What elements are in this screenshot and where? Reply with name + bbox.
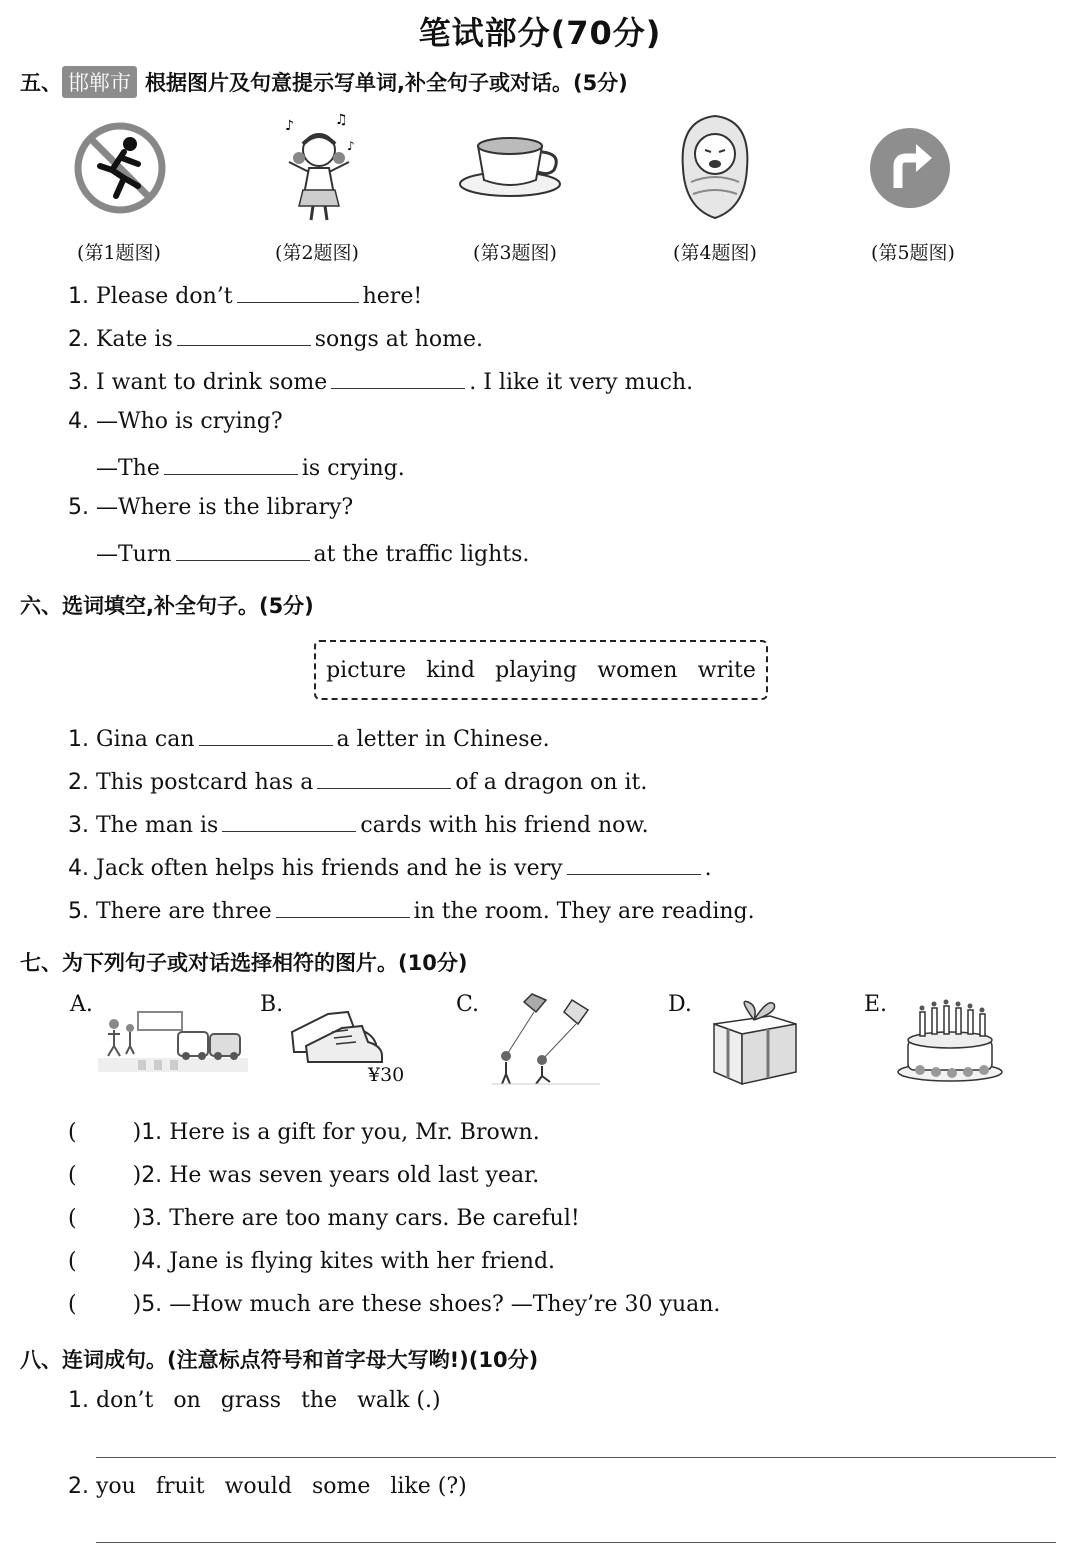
q-text: Jane is flying kites with her friend. xyxy=(169,1249,556,1274)
q-number: 5. xyxy=(68,495,89,520)
answer-line-1[interactable] xyxy=(96,1457,1056,1458)
singing-girl-icon xyxy=(275,110,365,222)
scrambled-word: grass xyxy=(220,1388,282,1413)
section-5-title: 根据图片及句意提示写单词,补全句子或对话。(5分) xyxy=(145,71,628,95)
q-text: —Who is crying? xyxy=(96,409,283,434)
sec8-q2 xyxy=(68,1474,467,1499)
q-text-after: . I like it very much. xyxy=(469,370,694,395)
paren-open: ( xyxy=(68,1249,77,1274)
turn-right-icon xyxy=(868,126,952,210)
kite-flying-icon xyxy=(492,990,600,1088)
q-text-after: cards with his friend now. xyxy=(360,813,649,838)
answer-blank[interactable] xyxy=(176,538,310,561)
pic-letter-d: D. xyxy=(668,992,692,1017)
q-number: 1. xyxy=(68,284,89,309)
sec6-q3 xyxy=(68,809,649,838)
sec5-q1 xyxy=(68,280,422,309)
answer-blank[interactable] xyxy=(199,723,333,746)
svg-text:♪: ♪ xyxy=(285,118,294,134)
word-bank-item: playing xyxy=(495,657,578,683)
q-text: There are too many cars. Be careful! xyxy=(169,1206,580,1231)
pic-letter-c: C. xyxy=(456,992,480,1017)
sec5-q4-answer xyxy=(96,452,405,481)
caption-4: (第4题图) xyxy=(673,242,757,264)
pic-letter-e: E. xyxy=(864,992,888,1017)
no-running-icon xyxy=(72,120,168,216)
region-tag: 邯郸市 xyxy=(62,66,137,98)
answer-line-2[interactable] xyxy=(96,1542,1056,1543)
q-text-before: This postcard has a xyxy=(96,770,314,795)
tea-cup-icon xyxy=(458,128,568,202)
answer-blank[interactable] xyxy=(567,852,701,875)
scrambled-word: walk (.) xyxy=(357,1388,441,1413)
paren-close: ) xyxy=(132,1163,142,1188)
q-number: 2. xyxy=(68,1474,89,1499)
paren-open: ( xyxy=(68,1163,77,1188)
traffic-street-icon xyxy=(98,1004,248,1074)
q-number: 1. xyxy=(68,1388,89,1413)
q-text-after: is crying. xyxy=(301,456,405,481)
caption-5: (第5题图) xyxy=(871,242,955,264)
sec7-q4 xyxy=(68,1249,555,1274)
q-text-before: Gina can xyxy=(96,727,195,752)
sec6-q1 xyxy=(68,723,550,752)
q-text: —How much are these shoes? —They’re 30 yuan. xyxy=(169,1292,721,1317)
word-bank-item: kind xyxy=(426,657,475,683)
q-text-after: a letter in Chinese. xyxy=(336,727,550,752)
answer-blank[interactable] xyxy=(177,323,311,346)
q-number: 1. xyxy=(141,1120,163,1145)
q-text-after: here! xyxy=(362,284,423,309)
sec6-q4 xyxy=(68,852,712,881)
q-text-before: There are three xyxy=(96,899,272,924)
sec6-q2 xyxy=(68,766,647,795)
answer-blank[interactable] xyxy=(331,366,465,389)
page-title: 笔试部分(70分) xyxy=(418,14,662,52)
scrambled-word: would xyxy=(224,1474,292,1499)
q-text: —Where is the library? xyxy=(96,495,354,520)
scrambled-word: the xyxy=(301,1388,338,1413)
q-text-before: —The xyxy=(96,456,160,481)
sec5-q5 xyxy=(68,495,353,520)
sec5-q4 xyxy=(68,409,283,434)
scrambled-word: don’t xyxy=(96,1388,154,1413)
paren-open: ( xyxy=(68,1292,77,1317)
q-text-before: Kate is xyxy=(96,327,173,352)
q-text-before: Jack often helps his friends and he is very xyxy=(96,856,563,881)
paren-close: ) xyxy=(132,1206,142,1231)
q-text-after: of a dragon on it. xyxy=(455,770,648,795)
sec5-q3 xyxy=(68,366,693,395)
paren-open: ( xyxy=(68,1120,77,1145)
sec5-q2 xyxy=(68,323,483,352)
gift-box-icon xyxy=(708,994,800,1086)
svg-text:♪: ♪ xyxy=(347,139,355,153)
caption-2: (第2题图) xyxy=(275,242,359,264)
sec7-q2 xyxy=(68,1163,539,1188)
scrambled-word: on xyxy=(173,1388,201,1413)
q-text-after: in the room. They are reading. xyxy=(413,899,755,924)
sec7-q3 xyxy=(68,1206,580,1231)
crying-baby-icon xyxy=(675,112,755,222)
answer-blank[interactable] xyxy=(317,766,451,789)
q-text: Here is a gift for you, Mr. Brown. xyxy=(169,1120,540,1145)
sec7-q1 xyxy=(68,1120,540,1145)
scrambled-word: like (?) xyxy=(390,1474,467,1499)
answer-blank[interactable] xyxy=(276,895,410,918)
q-text-before: The man is xyxy=(96,813,219,838)
answer-blank[interactable] xyxy=(164,452,298,475)
answer-blank[interactable] xyxy=(222,809,356,832)
caption-3: (第3题图) xyxy=(473,242,557,264)
section-7-heading: 七、为下列句子或对话选择相符的图片。(10分) xyxy=(20,951,468,975)
price-label: ¥30 xyxy=(368,1064,405,1086)
q-text-after: at the traffic lights. xyxy=(313,542,530,567)
q-number: 4. xyxy=(68,409,89,434)
pic-letter-a: A. xyxy=(70,992,93,1017)
paren-close: ) xyxy=(132,1120,142,1145)
sneakers-icon xyxy=(288,994,384,1064)
word-bank xyxy=(314,640,768,700)
q-text: He was seven years old last year. xyxy=(169,1163,540,1188)
q-number: 1. xyxy=(68,727,89,752)
q-text-before: Please don’t xyxy=(96,284,233,309)
q-text-before: —Turn xyxy=(96,542,172,567)
q-number: 3. xyxy=(141,1206,163,1231)
sec5-q5-answer xyxy=(96,538,529,567)
paren-close: ) xyxy=(132,1292,142,1317)
scrambled-word: you xyxy=(96,1474,136,1499)
svg-text:♫: ♫ xyxy=(335,112,348,128)
scrambled-word: some xyxy=(311,1474,371,1499)
answer-blank[interactable] xyxy=(237,280,359,303)
sec6-q5 xyxy=(68,895,755,924)
word-bank-item: women xyxy=(597,657,678,683)
section-5-number: 五、 xyxy=(20,71,62,95)
birthday-cake-icon xyxy=(896,996,1004,1082)
pic-letter-b: B. xyxy=(260,992,284,1017)
sec7-q5 xyxy=(68,1292,720,1317)
q-text-after: . xyxy=(704,856,712,881)
q-number: 2. xyxy=(68,327,89,352)
paren-close: ) xyxy=(132,1249,142,1274)
q-number: 2. xyxy=(68,770,89,795)
q-number: 2. xyxy=(141,1163,163,1188)
caption-1: (第1题图) xyxy=(77,242,161,264)
paren-open: ( xyxy=(68,1206,77,1231)
section-5-heading xyxy=(20,66,628,98)
q-number: 5. xyxy=(68,899,89,924)
scrambled-word: fruit xyxy=(155,1474,205,1499)
q-number: 3. xyxy=(68,370,89,395)
section-6-heading: 六、选词填空,补全句子。(5分) xyxy=(20,594,314,618)
q-number: 4. xyxy=(141,1249,163,1274)
q-number: 5. xyxy=(141,1292,163,1317)
word-bank-item: picture xyxy=(326,657,407,683)
q-text-after: songs at home. xyxy=(314,327,484,352)
word-bank-item: write xyxy=(697,657,756,683)
q-number: 3. xyxy=(68,813,89,838)
sec8-q1 xyxy=(68,1388,441,1413)
q-text-before: I want to drink some xyxy=(96,370,328,395)
q-number: 4. xyxy=(68,856,89,881)
section-8-heading: 八、连词成句。(注意标点符号和首字母大写哟!)(10分) xyxy=(20,1348,539,1372)
